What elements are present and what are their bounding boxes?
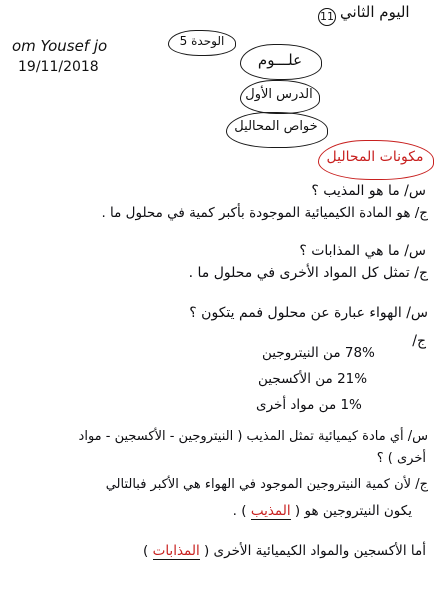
answer-4-highlight: المذيب: [250, 503, 291, 519]
lesson-title: الدرس الأول: [245, 87, 313, 102]
day-label: اليوم الثاني: [340, 3, 410, 21]
air-component-1-text: من النيتروجين: [262, 345, 341, 361]
air-component-3: [256, 398, 362, 413]
date-label: 19/11/2018: [18, 59, 99, 75]
air-component-2: [258, 372, 367, 387]
air-component-3-text: من مواد أخرى: [256, 397, 337, 413]
page-number: 11: [318, 8, 336, 26]
answer-4-prefix: يكون النيتروجين هو (: [294, 503, 412, 519]
answer-4-line-1: ج/ لأن كمية النيتروجين الموجود في الهواء هي الأكبر فبالتالي: [105, 477, 428, 492]
question-4-line-1: س/ أي مادة كيميائية تمثل المذيب ( النيتروجين - الأكسجين - مواد: [78, 429, 428, 444]
author-name: om Yousef jo: [12, 37, 108, 55]
air-component-2-text: من الأكسجين: [258, 371, 333, 387]
subject-title: علـــوم: [257, 51, 303, 69]
final-suffix: ): [143, 543, 149, 559]
air-component-2-percent: 21%: [337, 371, 368, 387]
air-component-1-percent: 78%: [344, 345, 375, 361]
question-1: س/ ما هو المذيب ؟: [311, 183, 426, 199]
question-4-line-2: أخرى ) ؟: [376, 451, 426, 466]
unit-title: الوحدة 5: [179, 34, 225, 48]
answer-4-suffix: ) .: [232, 503, 247, 519]
question-2: س/ ما هي المذابات ؟: [299, 243, 426, 259]
final-line: [143, 544, 426, 559]
topic-title: خواص المحاليل: [234, 119, 318, 134]
final-prefix: أما الأكسجين والمواد الكيميائية الأخرى (: [204, 543, 426, 559]
answer-2: ج/ تمثل كل المواد الأخرى في محلول ما .: [188, 265, 428, 281]
air-component-3-percent: 1%: [340, 397, 362, 413]
answer-3-label: ج/: [412, 333, 426, 349]
question-3: س/ الهواء عبارة عن محلول فمم يتكون ؟: [189, 305, 428, 321]
final-highlight: المذابات: [152, 543, 200, 559]
answer-1: ج/ هو المادة الكيميائية الموجودة بأكبر كمية في محلول ما .: [101, 205, 428, 221]
answer-4-line-2: [233, 504, 412, 519]
section-heading: مكونات المحاليل: [326, 149, 424, 165]
air-component-1: [262, 346, 375, 361]
